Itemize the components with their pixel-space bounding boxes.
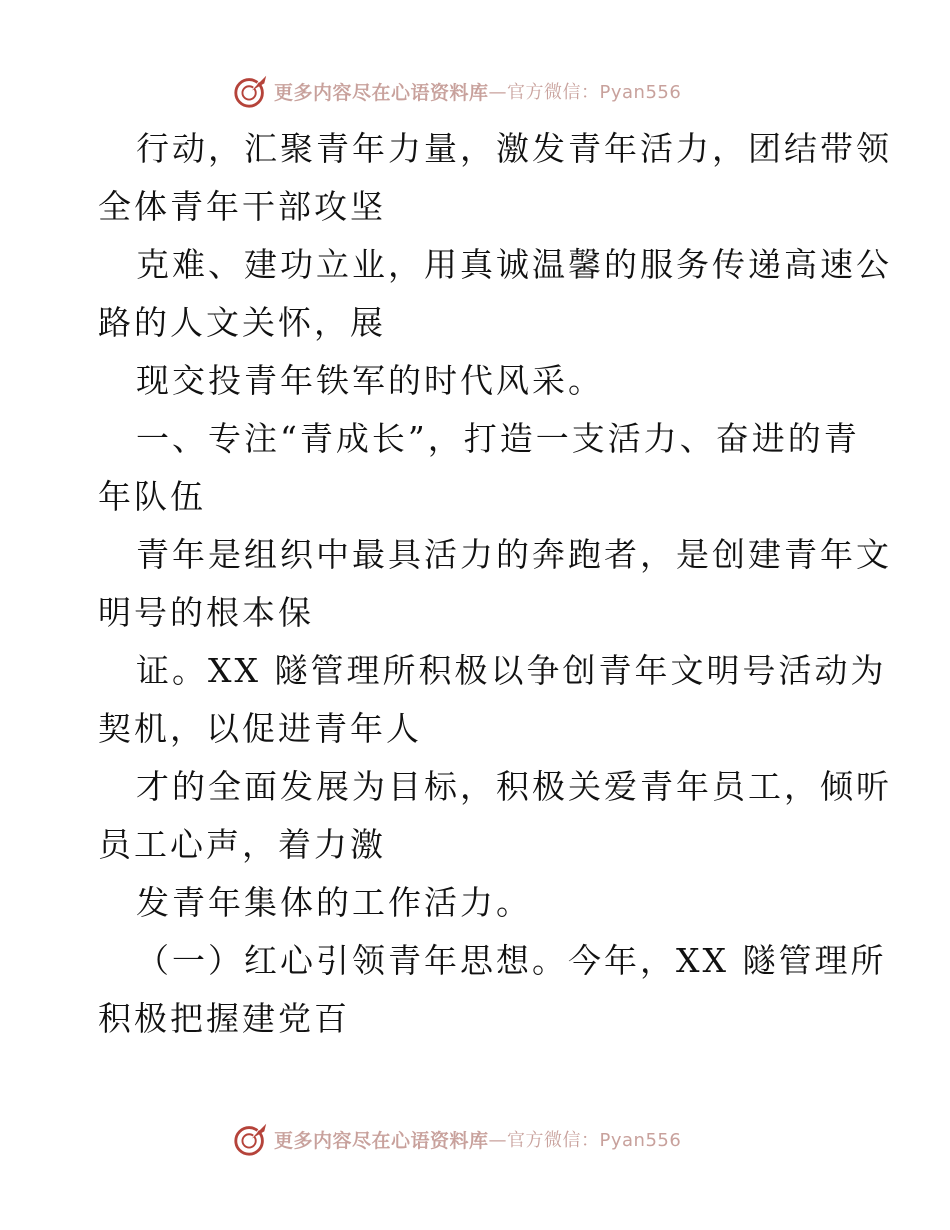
quill-pen-logo-icon	[232, 1120, 270, 1158]
text-line: （一）红心引领青年思想。今年，XX 隧管理所	[136, 941, 887, 980]
text-line: 路的人文关怀，展	[98, 303, 386, 342]
body-paragraph	[98, 758, 892, 874]
text-line: 全体青年干部攻坚	[98, 187, 386, 226]
body-paragraph	[98, 526, 892, 642]
body-paragraph	[98, 236, 892, 352]
text-line: 证。XX 隧管理所积极以争创青年文明号活动为	[136, 651, 887, 690]
text-line: 员工心声，着力激	[98, 825, 386, 864]
header-watermark	[232, 71, 681, 111]
text-line: 年队伍	[98, 477, 206, 516]
text-line: 青年是组织中最具活力的奔跑者，是创建青年文	[136, 535, 892, 574]
text-line: 行动，汇聚青年力量，激发青年活力，团结带领	[136, 129, 892, 168]
body-paragraph	[98, 642, 887, 758]
text-line: 现交投青年铁军的时代风采。	[136, 361, 604, 400]
text-line: 才的全面发展为目标，积极关爱青年员工，倾听	[136, 767, 892, 806]
text-line: 契机，以促进青年人	[98, 709, 422, 748]
watermark-main-text: 更多内容尽在心语资料库	[274, 81, 489, 104]
subsection-heading	[98, 932, 887, 1048]
watermark-contact-text: —官方微信：Pyan556	[488, 1130, 682, 1151]
text-line: 明号的根本保	[98, 593, 314, 632]
document-body	[98, 120, 892, 1048]
body-paragraph	[98, 120, 892, 236]
quill-pen-logo-icon	[232, 72, 270, 110]
body-paragraph	[98, 874, 858, 932]
text-line: 一、专注“青成长”，打造一支活力、奋进的青	[136, 419, 860, 458]
body-paragraph	[98, 352, 858, 410]
section-heading	[98, 410, 858, 526]
text-line: 积极把握建党百	[98, 999, 350, 1038]
text-line: 发青年集体的工作活力。	[136, 883, 532, 922]
watermark-main-text: 更多内容尽在心语资料库	[274, 1129, 489, 1152]
footer-watermark	[232, 1119, 681, 1159]
text-line: 克难、建功立业，用真诚温馨的服务传递高速公	[136, 245, 892, 284]
watermark-contact-text: —官方微信：Pyan556	[488, 82, 682, 103]
